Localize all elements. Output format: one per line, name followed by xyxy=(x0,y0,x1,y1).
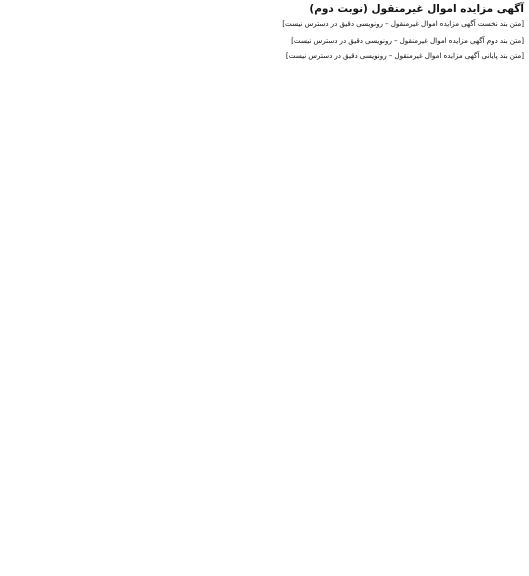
notice-paragraph-1: [متن بند نخست آگهی مزایده اموال غیرمنقول – رونویسی دقیق در دسترس نیست] xyxy=(282,19,524,28)
notice-paragraph-2: [متن بند دوم آگهی مزایده اموال غیرمنقول – رونویسی دقیق در دسترس نیست] xyxy=(291,35,524,45)
notice-paragraph-3: [متن بند پایانی آگهی مزایده اموال غیرمنقول – رونویسی دقیق در دسترس نیست] xyxy=(285,51,524,61)
notice-title: آگهی مزایده اموال غیرمنقول (نوبت دوم) xyxy=(309,3,524,15)
